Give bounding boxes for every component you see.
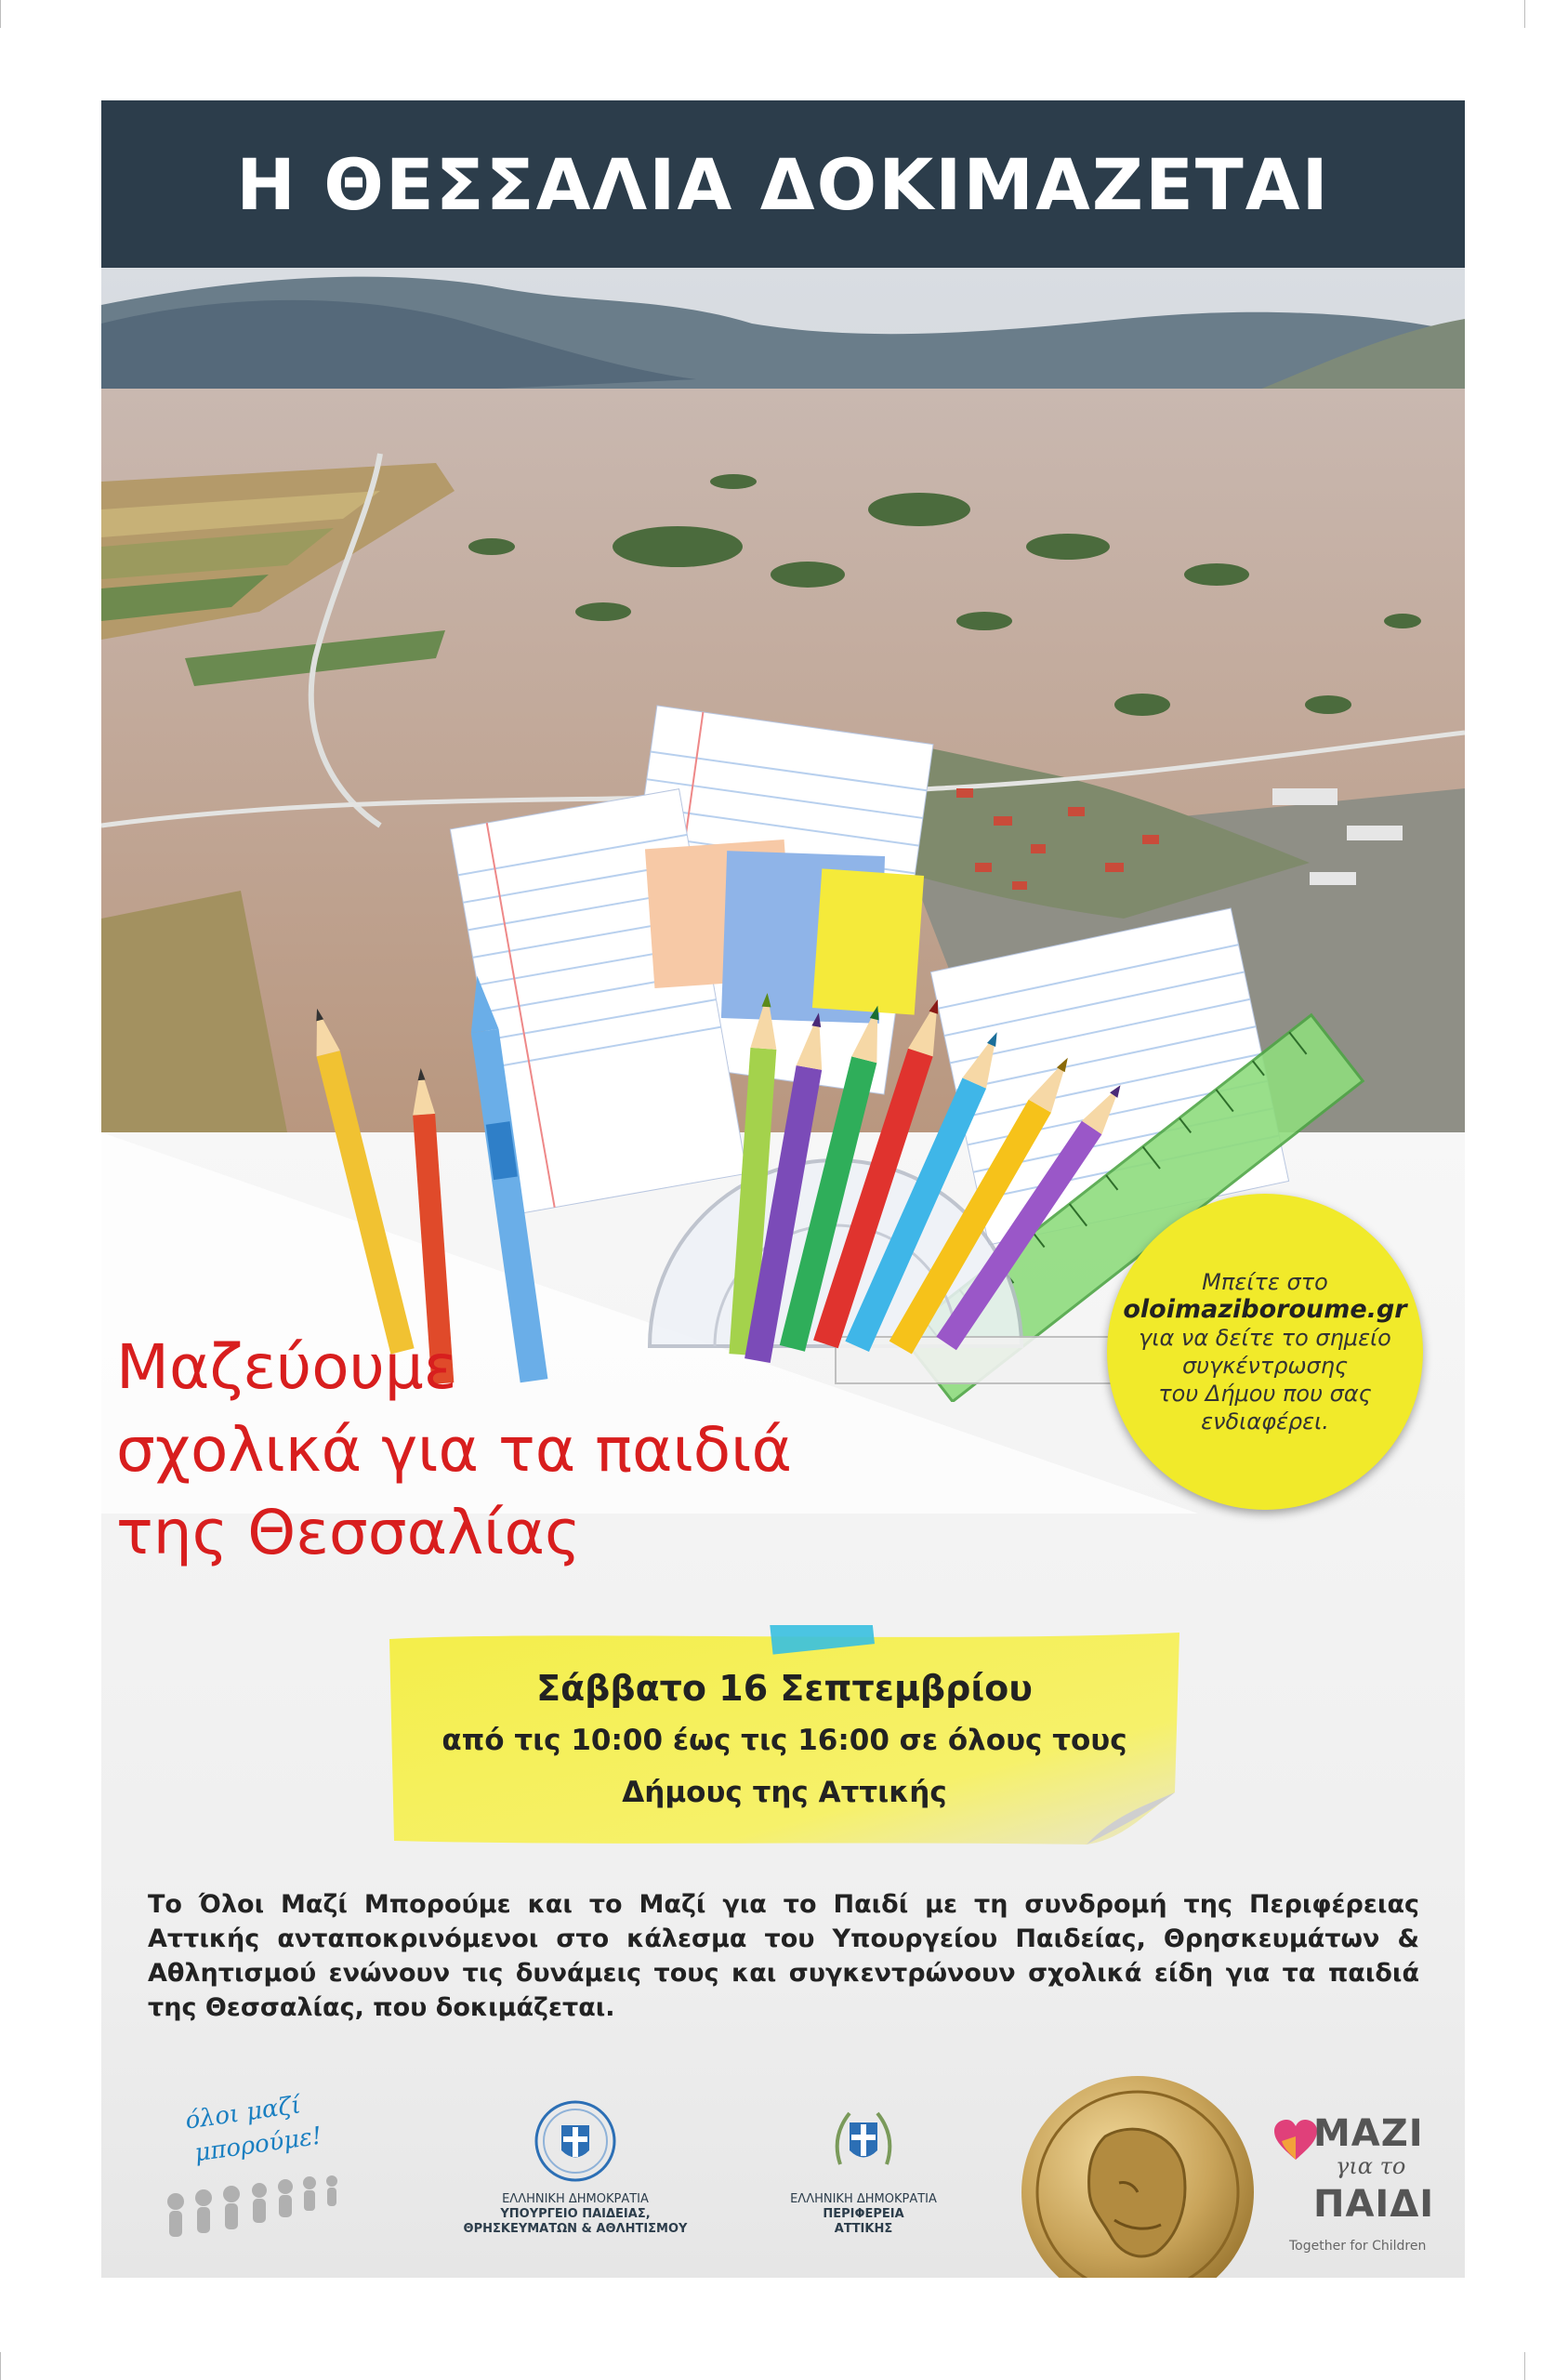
headline-line: Μαζεύουμε	[116, 1331, 457, 1403]
mazi-tagline: Together for Children	[1289, 2239, 1427, 2254]
heracles-seal-icon	[1017, 2071, 1258, 2278]
oloi-mazi-logo	[157, 2090, 380, 2248]
mazi-line: ΜΑΖΙ	[1313, 2112, 1424, 2155]
ministry-caption-line: ΘΡΗΣΚΕΥΜΑΤΩΝ & ΑΘΛΗΤΙΣΜΟΥ	[463, 2222, 688, 2236]
people-chain-icon	[157, 2174, 380, 2248]
website-callout-circle	[1107, 1194, 1423, 1510]
callout-line: συγκέντρωσης	[1181, 1353, 1349, 1379]
mazi-line: για το	[1336, 2153, 1406, 2179]
website-link[interactable]: oloimaziboroume.gr	[1123, 1295, 1407, 1324]
region-caption-line: ΑΤΤΙΚΗΣ	[834, 2222, 893, 2236]
crop-mark	[1524, 0, 1525, 28]
greek-emblem-icon	[534, 2099, 617, 2183]
main-headline	[116, 1326, 953, 1574]
poster	[101, 100, 1465, 2278]
oloi-mazi-line: μπορούμε!	[192, 2122, 324, 2168]
event-details	[380, 1662, 1189, 1818]
region-caption-line: ΕΛΛΗΝΙΚΗ ΔΗΜΟΚΡΑΤΙΑ	[790, 2192, 937, 2206]
event-note	[380, 1625, 1189, 1848]
mazi-line: ΠΑΙΔΙ	[1313, 2183, 1435, 2226]
callout-line: για να δείτε το σημείο	[1139, 1325, 1391, 1351]
header-bar	[101, 100, 1465, 268]
crop-mark	[0, 0, 1, 28]
event-date: Σάββατο 16 Σεπτεμβρίου	[536, 1668, 1033, 1709]
headline-line: της Θεσσαλίας	[116, 1497, 581, 1568]
ministry-logo	[445, 2099, 705, 2237]
ministry-caption-line: ΥΠΟΥΡΓΕΙΟ ΠΑΙΔΕΙΑΣ,	[500, 2207, 651, 2221]
logos-row	[101, 2071, 1465, 2278]
crop-mark	[1524, 2352, 1525, 2380]
crop-mark	[0, 2352, 1, 2380]
oloi-mazi-line: όλοι μαζί	[183, 2091, 303, 2135]
event-place: Δήμους της Αττικής	[622, 1776, 947, 1809]
event-time: από τις 10:00 έως τις 16:00 σε όλους τους	[441, 1724, 1127, 1757]
ministry-caption-line: ΕΛΛΗΝΙΚΗ ΔΗΜΟΚΡΑΤΙΑ	[502, 2192, 649, 2206]
greek-emblem-icon	[822, 2099, 905, 2183]
headline-line: σχολικά για τα παιδιά	[116, 1414, 792, 1486]
region-logo	[752, 2099, 975, 2237]
region-caption-line: ΠΕΡΙΦΕΡΕΙΑ	[823, 2207, 904, 2221]
callout-line: ενδιαφέρει.	[1201, 1408, 1329, 1435]
description-paragraph: Το Όλοι Μαζί Μπορούμε και το Μαζί για το Παιδί με τη συνδρομή της Περιφέρειας Αττικής ανταποκρινόμενοι στο κάλεσμα του Υπουργείου Παιδείας, Θρησκευμάτων & Αθλητισμού ενώνουν τις δυνάμεις τους και συγκεντρώνουν σχολικά είδη για τα παιδιά της Θεσσαλίας, που δοκιμάζεται.	[148, 1890, 1419, 2022]
callout-line: του Δήμου που σας	[1158, 1381, 1372, 1407]
mazi-gia-to-paidi-logo	[1272, 2109, 1449, 2276]
callout-line: Μπείτε στο	[1202, 1269, 1328, 1295]
page-title: Η ΘΕΣΣΑΛΙΑ ΔΟΚΙΜΑΖΕΤΑΙ	[236, 142, 1330, 226]
heart-icon	[1272, 2118, 1319, 2164]
